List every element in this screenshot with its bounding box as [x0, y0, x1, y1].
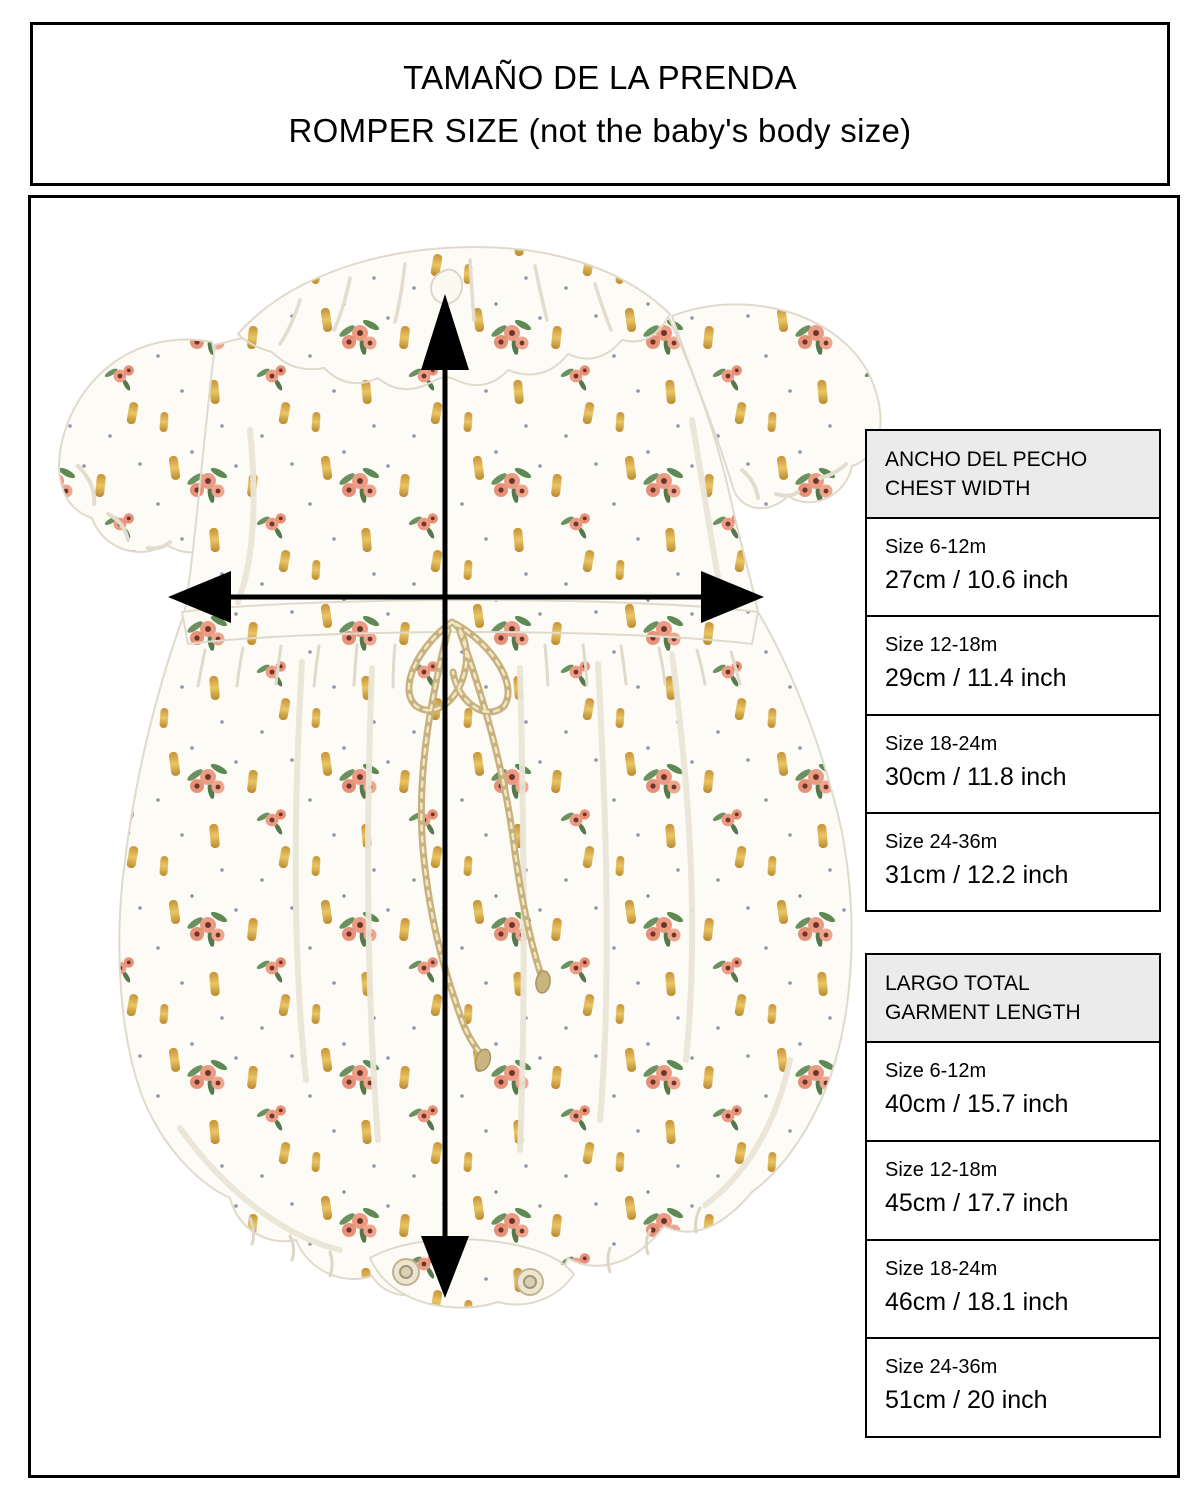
- size-value: 46cm / 18.1 inch: [885, 1287, 1069, 1316]
- size-label: Size 24-36m: [885, 830, 998, 853]
- size-table-garment-length: [865, 953, 1161, 1438]
- table-row: [867, 716, 1159, 814]
- table-header-line-english: CHEST WIDTH: [885, 477, 1031, 500]
- table-header-line-spanish: LARGO TOTAL: [885, 972, 1030, 995]
- table-header-chest-width: [867, 431, 1159, 519]
- table-row: [867, 1339, 1159, 1436]
- table-row: [867, 1241, 1159, 1340]
- size-label: Size 12-18m: [885, 1158, 998, 1181]
- size-value: 27cm / 10.6 inch: [885, 566, 1069, 594]
- size-value: 31cm / 12.2 inch: [885, 860, 1069, 889]
- table-header-line-english: GARMENT LENGTH: [885, 1001, 1081, 1024]
- table-header-garment-length: [867, 955, 1159, 1043]
- size-label: Size 6-12m: [885, 1060, 987, 1082]
- size-value: 51cm / 20 inch: [885, 1386, 1048, 1415]
- table-row: [867, 1043, 1159, 1142]
- size-table-chest-width: [865, 429, 1161, 912]
- size-value: 29cm / 11.4 inch: [885, 664, 1067, 693]
- table-row: [867, 814, 1159, 910]
- size-label: Size 18-24m: [885, 1257, 998, 1280]
- size-value: 40cm / 15.7 inch: [885, 1090, 1069, 1118]
- table-row: [867, 617, 1159, 715]
- size-label: Size 18-24m: [885, 732, 998, 755]
- size-label: Size 6-12m: [885, 536, 987, 558]
- title-line-spanish: TAMAÑO DE LA PRENDA: [403, 59, 797, 96]
- title-line-english: ROMPER SIZE (not the baby's body size): [288, 112, 912, 149]
- size-label: Size 24-36m: [885, 1356, 998, 1379]
- table-header-line-spanish: ANCHO DEL PECHO: [885, 448, 1088, 471]
- size-value: 30cm / 11.8 inch: [885, 762, 1067, 791]
- size-label: Size 12-18m: [885, 634, 998, 657]
- size-value: 45cm / 17.7 inch: [885, 1188, 1069, 1217]
- table-row: [867, 1142, 1159, 1241]
- table-row: [867, 519, 1159, 617]
